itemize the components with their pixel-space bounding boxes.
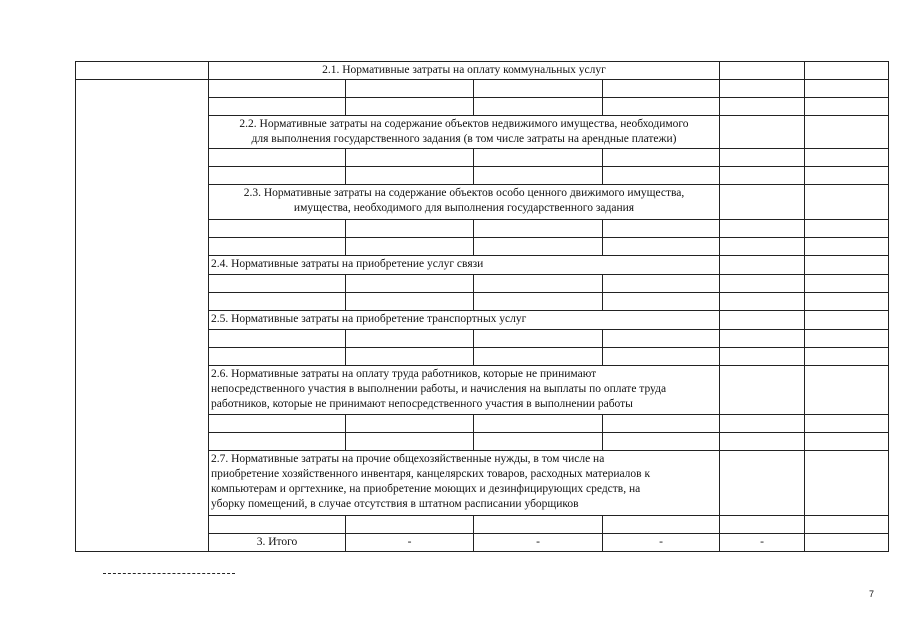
section-2-2-title: 2.2. Нормативные затраты на содержание объектов недвижимого имущества, необходимого для выполнения государственного задания (в том числе затраты на арендные платежи) (209, 116, 720, 149)
top-left-cell (76, 62, 209, 80)
total-value (805, 534, 889, 552)
total-value: - (346, 534, 474, 552)
total-label: 3. Итого (209, 534, 346, 552)
total-value: - (603, 534, 720, 552)
total-value: - (720, 534, 805, 552)
section-2-4-title: 2.4. Нормативные затраты на приобретение услуг связи (209, 256, 720, 275)
footnote-separator (103, 573, 235, 574)
section-2-3-title: 2.3. Нормативные затраты на содержание объектов особо ценного движимого имущества, имущества, необходимого для выполнения государственного задания (209, 185, 720, 220)
cost-table (75, 61, 889, 552)
page-number: 7 (869, 589, 875, 599)
section-2-5-title: 2.5. Нормативные затраты на приобретение транспортных услуг (209, 311, 720, 330)
left-merged-cell (76, 80, 209, 552)
section-2-7-title: 2.7. Нормативные затраты на прочие общехозяйственные нужды, в том числе на приобретение хозяйственного инвентаря, канцелярских товаров, расходных материалов к компьютерам и оргтехнике, на приобретение моющих и дезинфицирующих средств, на уборку помещений, в случае отсутствия в штатном расписании уборщиков (209, 451, 720, 516)
section-2-1-title: 2.1. Нормативные затраты на оплату коммунальных услуг (209, 62, 720, 80)
section-2-6-title: 2.6. Нормативные затраты на оплату труда работников, которые не принимают непосредственного участия в выполнении работы, и начисления на выплаты по оплате труда работников, которые не принимают непосредственного участия в выполнении работы (209, 366, 720, 415)
total-value: - (474, 534, 603, 552)
